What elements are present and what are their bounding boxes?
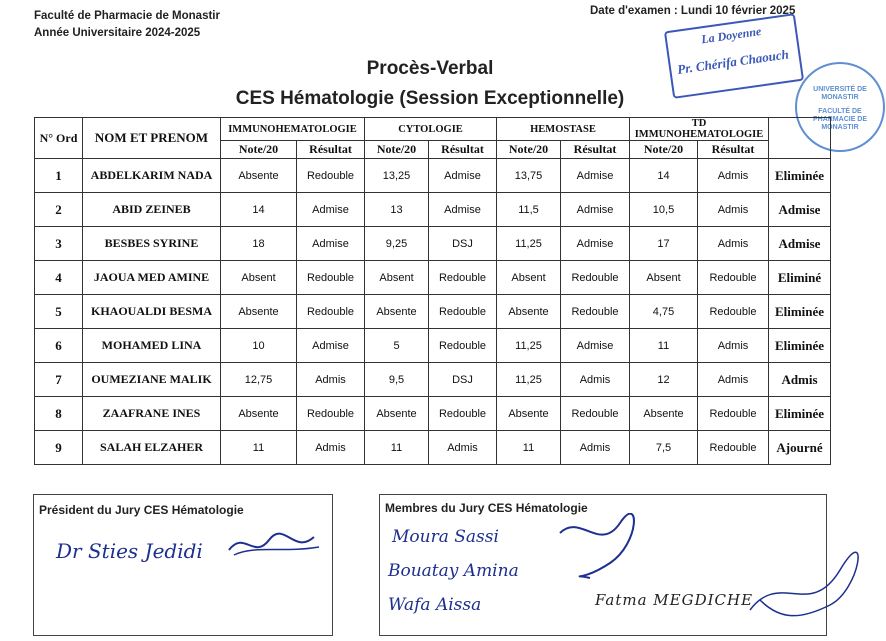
- row-ord: 8: [35, 397, 83, 431]
- hemostase-result: Admise: [561, 159, 630, 193]
- td-immuno-note: 11: [630, 329, 698, 363]
- president-box-title: Président du Jury CES Hématologie: [39, 503, 244, 517]
- immuno-result: Admise: [297, 329, 365, 363]
- cytologie-note: 5: [365, 329, 429, 363]
- final-decision: Eliminée: [769, 295, 831, 329]
- immuno-note: Absente: [221, 159, 297, 193]
- immuno-note: 11: [221, 431, 297, 465]
- td-immuno-note: 10,5: [630, 193, 698, 227]
- td-immuno-result: Redouble: [698, 261, 769, 295]
- td-immuno-note: Absente: [630, 397, 698, 431]
- cytologie-result: Redouble: [429, 295, 497, 329]
- immuno-note: 10: [221, 329, 297, 363]
- student-name: ABID ZEINEB: [83, 193, 221, 227]
- hemostase-result: Admise: [561, 329, 630, 363]
- student-name: KHAOUALDI BESMA: [83, 295, 221, 329]
- cytologie-result: Redouble: [429, 329, 497, 363]
- dean-stamp-line2: Pr. Chérifa Chaouch: [676, 46, 790, 77]
- hemostase-result: Redouble: [561, 397, 630, 431]
- hemostase-note: 11,5: [497, 193, 561, 227]
- cytologie-note: 9,25: [365, 227, 429, 261]
- page-subtitle: CES Hématologie (Session Exceptionnelle): [235, 88, 625, 109]
- final-decision: Eliminée: [769, 329, 831, 363]
- cytologie-note: Absente: [365, 295, 429, 329]
- td-immuno-result: Redouble: [698, 431, 769, 465]
- row-ord: 7: [35, 363, 83, 397]
- student-name: MOHAMED LINA: [83, 329, 221, 363]
- page-title: Procès-Verbal: [366, 58, 494, 79]
- sub-note-header: Note/20: [497, 141, 561, 159]
- president-signature-scribble: [224, 525, 324, 565]
- row-ord: 9: [35, 431, 83, 465]
- immuno-result: Redouble: [297, 295, 365, 329]
- cytologie-result: Redouble: [429, 397, 497, 431]
- immuno-note: Absente: [221, 295, 297, 329]
- sub-result-header: Résultat: [561, 141, 630, 159]
- td-immuno-result: Admis: [698, 193, 769, 227]
- hemostase-note: 11,25: [497, 227, 561, 261]
- final-decision: Ajourné: [769, 431, 831, 465]
- student-name: ZAAFRANE INES: [83, 397, 221, 431]
- cytologie-note: 9,5: [365, 363, 429, 397]
- td-immuno-note: 12: [630, 363, 698, 397]
- seal-line2: FACULTÉ DE PHARMACIE DE MONASTIR: [812, 108, 868, 131]
- sub-result-header: Résultat: [429, 141, 497, 159]
- hemostase-note: Absent: [497, 261, 561, 295]
- immuno-result: Admis: [297, 431, 365, 465]
- row-ord: 6: [35, 329, 83, 363]
- extra-signature-scribble: [740, 550, 870, 630]
- dean-stamp-line1: La Doyenne: [700, 24, 763, 47]
- student-name: OUMEZIANE MALIK: [83, 363, 221, 397]
- subject-header-cytologie: CYTOLOGIE: [365, 118, 497, 141]
- member-signature-2: Bouatay Amina: [388, 561, 519, 581]
- subject-header-immuno: IMMUNOHEMATOLOGIE: [221, 118, 365, 141]
- cytologie-result: DSJ: [429, 227, 497, 261]
- table-row: [35, 295, 831, 329]
- col-name-header: NOM ET PRENOM: [83, 118, 221, 159]
- immuno-note: 14: [221, 193, 297, 227]
- row-ord: 3: [35, 227, 83, 261]
- immuno-note: 18: [221, 227, 297, 261]
- hemostase-note: 11,25: [497, 363, 561, 397]
- immuno-result: Redouble: [297, 261, 365, 295]
- table-row: [35, 261, 831, 295]
- td-immuno-result: Admis: [698, 227, 769, 261]
- immuno-result: Redouble: [297, 397, 365, 431]
- faculty-name: Faculté de Pharmacie de Monastir: [34, 10, 220, 22]
- final-decision: Eliminée: [769, 397, 831, 431]
- president-signature: Dr Sties Jedidi: [56, 539, 203, 563]
- immuno-note: 12,75: [221, 363, 297, 397]
- final-decision: Admise: [769, 193, 831, 227]
- hemostase-result: Admise: [561, 193, 630, 227]
- table-row: [35, 227, 831, 261]
- cytologie-result: DSJ: [429, 363, 497, 397]
- td-immuno-note: 7,5: [630, 431, 698, 465]
- cytologie-note: 13: [365, 193, 429, 227]
- td-immuno-note: 17: [630, 227, 698, 261]
- final-decision: Admise: [769, 227, 831, 261]
- academic-year: Année Universitaire 2024-2025: [34, 27, 201, 39]
- hemostase-note: 11,25: [497, 329, 561, 363]
- table-row: [35, 193, 831, 227]
- cytologie-result: Admise: [429, 159, 497, 193]
- td-immuno-result: Admis: [698, 363, 769, 397]
- cytologie-note: Absent: [365, 261, 429, 295]
- member-signature-1: Moura Sassi: [392, 527, 499, 547]
- sub-note-header: Note/20: [630, 141, 698, 159]
- final-decision: Eliminé: [769, 261, 831, 295]
- row-ord: 4: [35, 261, 83, 295]
- exam-date: Date d'examen : Lundi 10 février 2025: [590, 5, 796, 17]
- member-signature-scribble: [550, 513, 650, 583]
- immuno-note: Absent: [221, 261, 297, 295]
- col-ord-header: N° Ord: [35, 118, 83, 159]
- td-immuno-result: Redouble: [698, 397, 769, 431]
- hemostase-result: Redouble: [561, 261, 630, 295]
- hemostase-note: 13,75: [497, 159, 561, 193]
- hemostase-result: Admis: [561, 431, 630, 465]
- faculty-header: [34, 8, 220, 42]
- row-ord: 5: [35, 295, 83, 329]
- row-ord: 1: [35, 159, 83, 193]
- hemostase-note: Absente: [497, 397, 561, 431]
- subject-header-td-immuno: TD IMMUNOHEMATOLOGIE: [630, 118, 769, 141]
- student-name: SALAH ELZAHER: [83, 431, 221, 465]
- immuno-result: Admise: [297, 227, 365, 261]
- final-decision: Eliminée: [769, 159, 831, 193]
- table-row: [35, 431, 831, 465]
- final-decision: Admis: [769, 363, 831, 397]
- td-immuno-note: 4,75: [630, 295, 698, 329]
- member-signature-4: Fatma MEGDICHE: [595, 591, 754, 609]
- table-row: [35, 397, 831, 431]
- cytologie-note: 11: [365, 431, 429, 465]
- table-row: [35, 363, 831, 397]
- seal-line1: UNIVERSITÉ DE MONASTIR: [813, 86, 867, 101]
- sub-result-header: Résultat: [297, 141, 365, 159]
- immuno-result: Admis: [297, 363, 365, 397]
- hemostase-note: 11: [497, 431, 561, 465]
- hemostase-result: Redouble: [561, 295, 630, 329]
- table-row: [35, 329, 831, 363]
- cytologie-result: Admis: [429, 431, 497, 465]
- row-ord: 2: [35, 193, 83, 227]
- immuno-result: Redouble: [297, 159, 365, 193]
- cytologie-note: Absente: [365, 397, 429, 431]
- cytologie-result: Redouble: [429, 261, 497, 295]
- td-immuno-note: 14: [630, 159, 698, 193]
- immuno-note: Absente: [221, 397, 297, 431]
- td-immuno-note: Absent: [630, 261, 698, 295]
- hemostase-note: Absente: [497, 295, 561, 329]
- member-signature-3: Wafa Aissa: [388, 595, 482, 615]
- dean-stamp: [664, 13, 804, 99]
- student-name: ABDELKARIM NADA: [83, 159, 221, 193]
- members-box-title: Membres du Jury CES Hématologie: [385, 501, 588, 515]
- hemostase-result: Admis: [561, 363, 630, 397]
- immuno-result: Admise: [297, 193, 365, 227]
- decision-header: [769, 118, 831, 159]
- student-name: BESBES SYRINE: [83, 227, 221, 261]
- sub-note-header: Note/20: [221, 141, 297, 159]
- td-immuno-result: Admis: [698, 159, 769, 193]
- subject-header-hemostase: HEMOSTASE: [497, 118, 630, 141]
- td-immuno-result: Redouble: [698, 295, 769, 329]
- table-row: [35, 159, 831, 193]
- president-box: [33, 494, 333, 636]
- sub-note-header: Note/20: [365, 141, 429, 159]
- td-immuno-result: Admis: [698, 329, 769, 363]
- cytologie-result: Admise: [429, 193, 497, 227]
- student-name: JAOUA MED AMINE: [83, 261, 221, 295]
- results-table: [34, 117, 831, 465]
- cytologie-note: 13,25: [365, 159, 429, 193]
- hemostase-result: Admise: [561, 227, 630, 261]
- sub-result-header: Résultat: [698, 141, 769, 159]
